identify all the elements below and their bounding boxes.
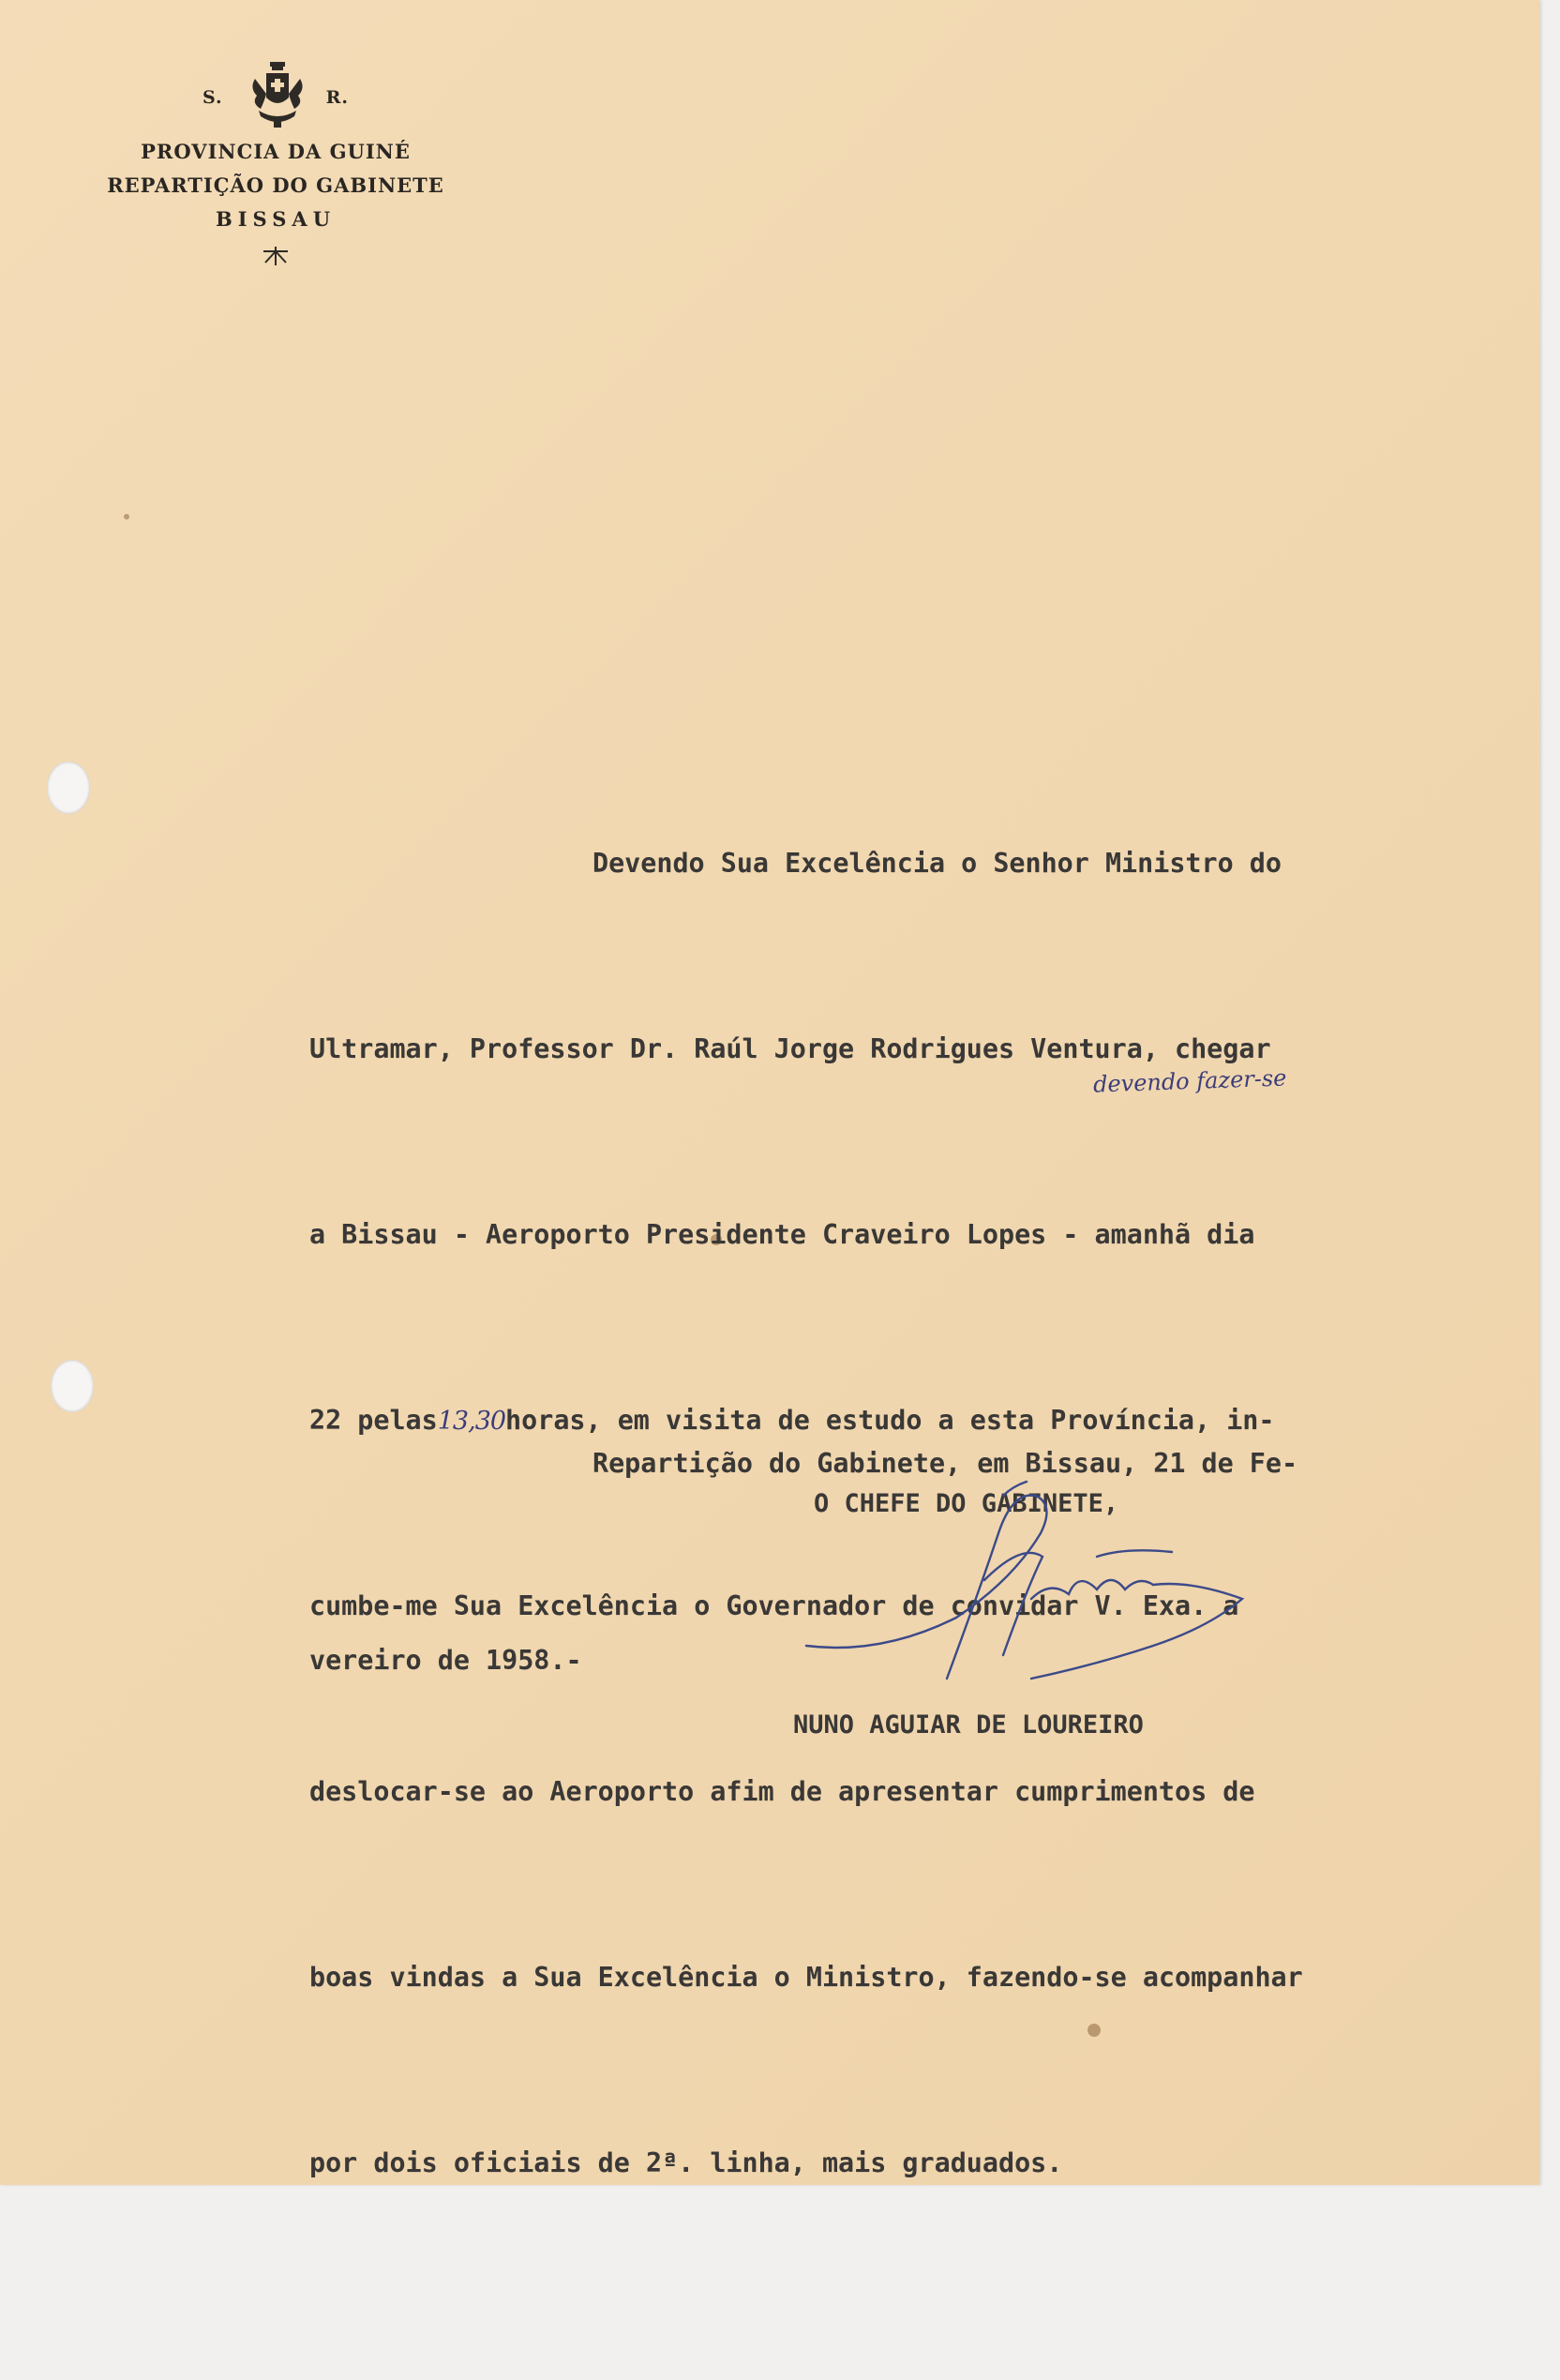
- paper-stain: [124, 514, 129, 520]
- body-line: boas vindas a Sua Excelência o Ministro, fazendo-se acompanhar: [309, 1962, 1303, 1993]
- star-ornament-icon: [260, 244, 292, 268]
- signatory-name: NUNO AGUIAR DE LOUREIRO: [793, 1710, 1144, 1740]
- body-text-segment: 22 pelas: [309, 1405, 438, 1436]
- body-line: a Bissau - Aeroporto Presidente Craveiro Lopes - amanhã dia: [309, 1219, 1255, 1250]
- body-line: Devendo Sua Excelência o Senhor Ministro do: [592, 848, 1282, 879]
- body-line: deslocar-se ao Aeroporto afim de apresentar cumprimentos de: [309, 1776, 1255, 1807]
- body-line: Ultramar, Professor Dr. Raúl Jorge Rodrigues Ventura, chegar: [309, 1033, 1271, 1064]
- letterhead-province: PROVINCIA DA GUINÉ: [141, 140, 411, 163]
- signatory-title: O CHEFE DO GABINETE,: [814, 1489, 1119, 1518]
- closing-line: Repartição do Gabinete, em Bissau, 21 de Fe-: [592, 1448, 1298, 1479]
- body-line: por dois oficiais de 2ª. linha, mais graduados.: [309, 2147, 1063, 2178]
- letterhead-department: REPARTIÇÃO DO GABINETE: [107, 173, 444, 197]
- body-line: cumbe-me Sua Excelência o Governador de convidar V. Exa. a: [309, 1590, 1239, 1621]
- closing-line: vereiro de 1958.-: [309, 1645, 582, 1676]
- letterhead: [82, 60, 469, 268]
- handwritten-time: 13,30: [437, 1407, 506, 1436]
- letterhead-initial-r: R.: [325, 87, 350, 108]
- punch-hole: [51, 1360, 94, 1412]
- coat-of-arms-icon: [248, 60, 308, 135]
- letterhead-initial-s: S.: [202, 87, 223, 108]
- handwritten-insertion: devendo fazer-se: [1092, 1064, 1287, 1098]
- letterhead-city: BISSAU: [215, 207, 337, 231]
- punch-hole: [47, 761, 90, 814]
- body-text-segment: horas, em visita de estudo a esta Província, in-: [505, 1405, 1275, 1436]
- handwritten-signature: [797, 1477, 1247, 1707]
